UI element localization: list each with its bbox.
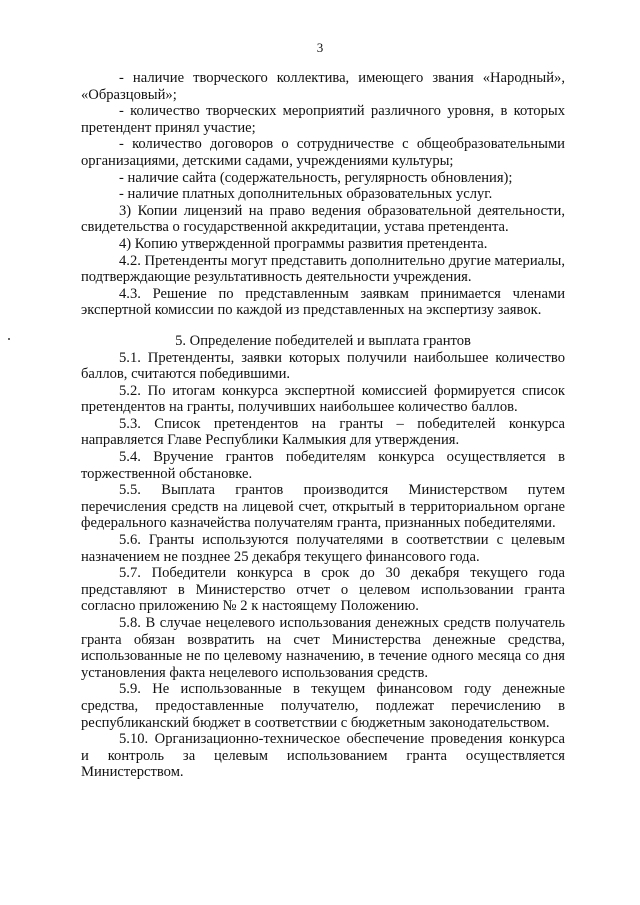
paragraph-5-2: 5.2. По итогам конкурса экспертной комиссией формируется список претендентов на гранты, получивших наибольшее количество баллов. <box>81 382 565 416</box>
paragraph-criterion-collective: - наличие творческого коллектива, имеющего звания «Народный», «Образцовый»; <box>81 70 565 103</box>
paragraph-4-2: 4.2. Претенденты могут представить дополнительно другие материалы, подтверждающие результативность деятельности учреждения. <box>81 252 565 286</box>
paragraph-4-3: 4.3. Решение по представленным заявкам принимается членами экспертной комиссии по каждой из представленных на экспертизу заявок. <box>81 285 565 319</box>
paragraph-5-8: 5.8. В случае нецелевого использования денежных средств получатель гранта обязан возвратить на счет Министерства денежные средства, использованные не по целевому назначению, в течение одного месяца со дня установления факта нецелевого использования средств. <box>81 615 565 681</box>
paragraph-program: 4) Копию утвержденной программы развития претендента. <box>119 235 488 252</box>
paragraph-5-4: 5.4. Вручение грантов победителям конкурса осуществляется в торжественной обстановке. <box>81 449 565 482</box>
paragraph-5-1: 5.1. Претенденты, заявки которых получили наибольшее количество баллов, считаются победившими. <box>81 349 565 383</box>
paragraph-5-6: 5.6. Гранты используются получателями в соответствии с целевым назначением не позднее 25 декабря текущего финансового года. <box>81 532 565 565</box>
paragraph-5-9: 5.9. Не использованные в текущем финансовом году денежные средства, предоставленные получателю, подлежат перечислению в республиканский бюджет в соответствии с бюджетным законодательством. <box>81 681 565 731</box>
page-number: 3 <box>316 40 324 55</box>
paragraph-criterion-events: - количество творческих мероприятий различного уровня, в которых претендент принял участие; <box>81 103 565 136</box>
paragraph-criterion-paid-services: - наличие платных дополнительных образовательных услуг. <box>119 186 493 203</box>
paragraph-criterion-agreements: - количество договоров о сотрудничестве с общеобразовательными организациями, детскими садами, учреждениями культуры; <box>81 136 565 169</box>
paragraph-5-3: 5.3. Список претендентов на гранты – победителей конкурса направляется Главе Республики Калмыкия для утверждения. <box>81 415 565 449</box>
document-body <box>81 70 565 781</box>
scan-mark <box>8 338 10 340</box>
paragraph-licenses: 3) Копии лицензий на право ведения образовательной деятельности, свидетельства о государственной аккредитации, устава претендента. <box>81 202 565 236</box>
paragraph-5-7: 5.7. Победители конкурса в срок до 30 декабря текущего года представляют в Министерство отчет о целевом использовании гранта согласно приложению № 2 к настоящему Положению. <box>81 565 565 615</box>
paragraph-criterion-website: - наличие сайта (содержательность, регулярность обновления); <box>119 169 513 186</box>
paragraph-5-5: 5.5. Выплата грантов производится Министерством путем перечисления средств на лицевой счет, открытый в территориальном органе федерального казначейства получателям гранта, признанных победителями. <box>81 482 565 532</box>
paragraph-5-10: 5.10. Организационно-техническое обеспечение проведения конкурса и контроль за целевым использованием гранта осуществляется Министерством. <box>81 731 565 781</box>
section-title: 5. Определение победителей и выплата грантов <box>175 332 471 349</box>
